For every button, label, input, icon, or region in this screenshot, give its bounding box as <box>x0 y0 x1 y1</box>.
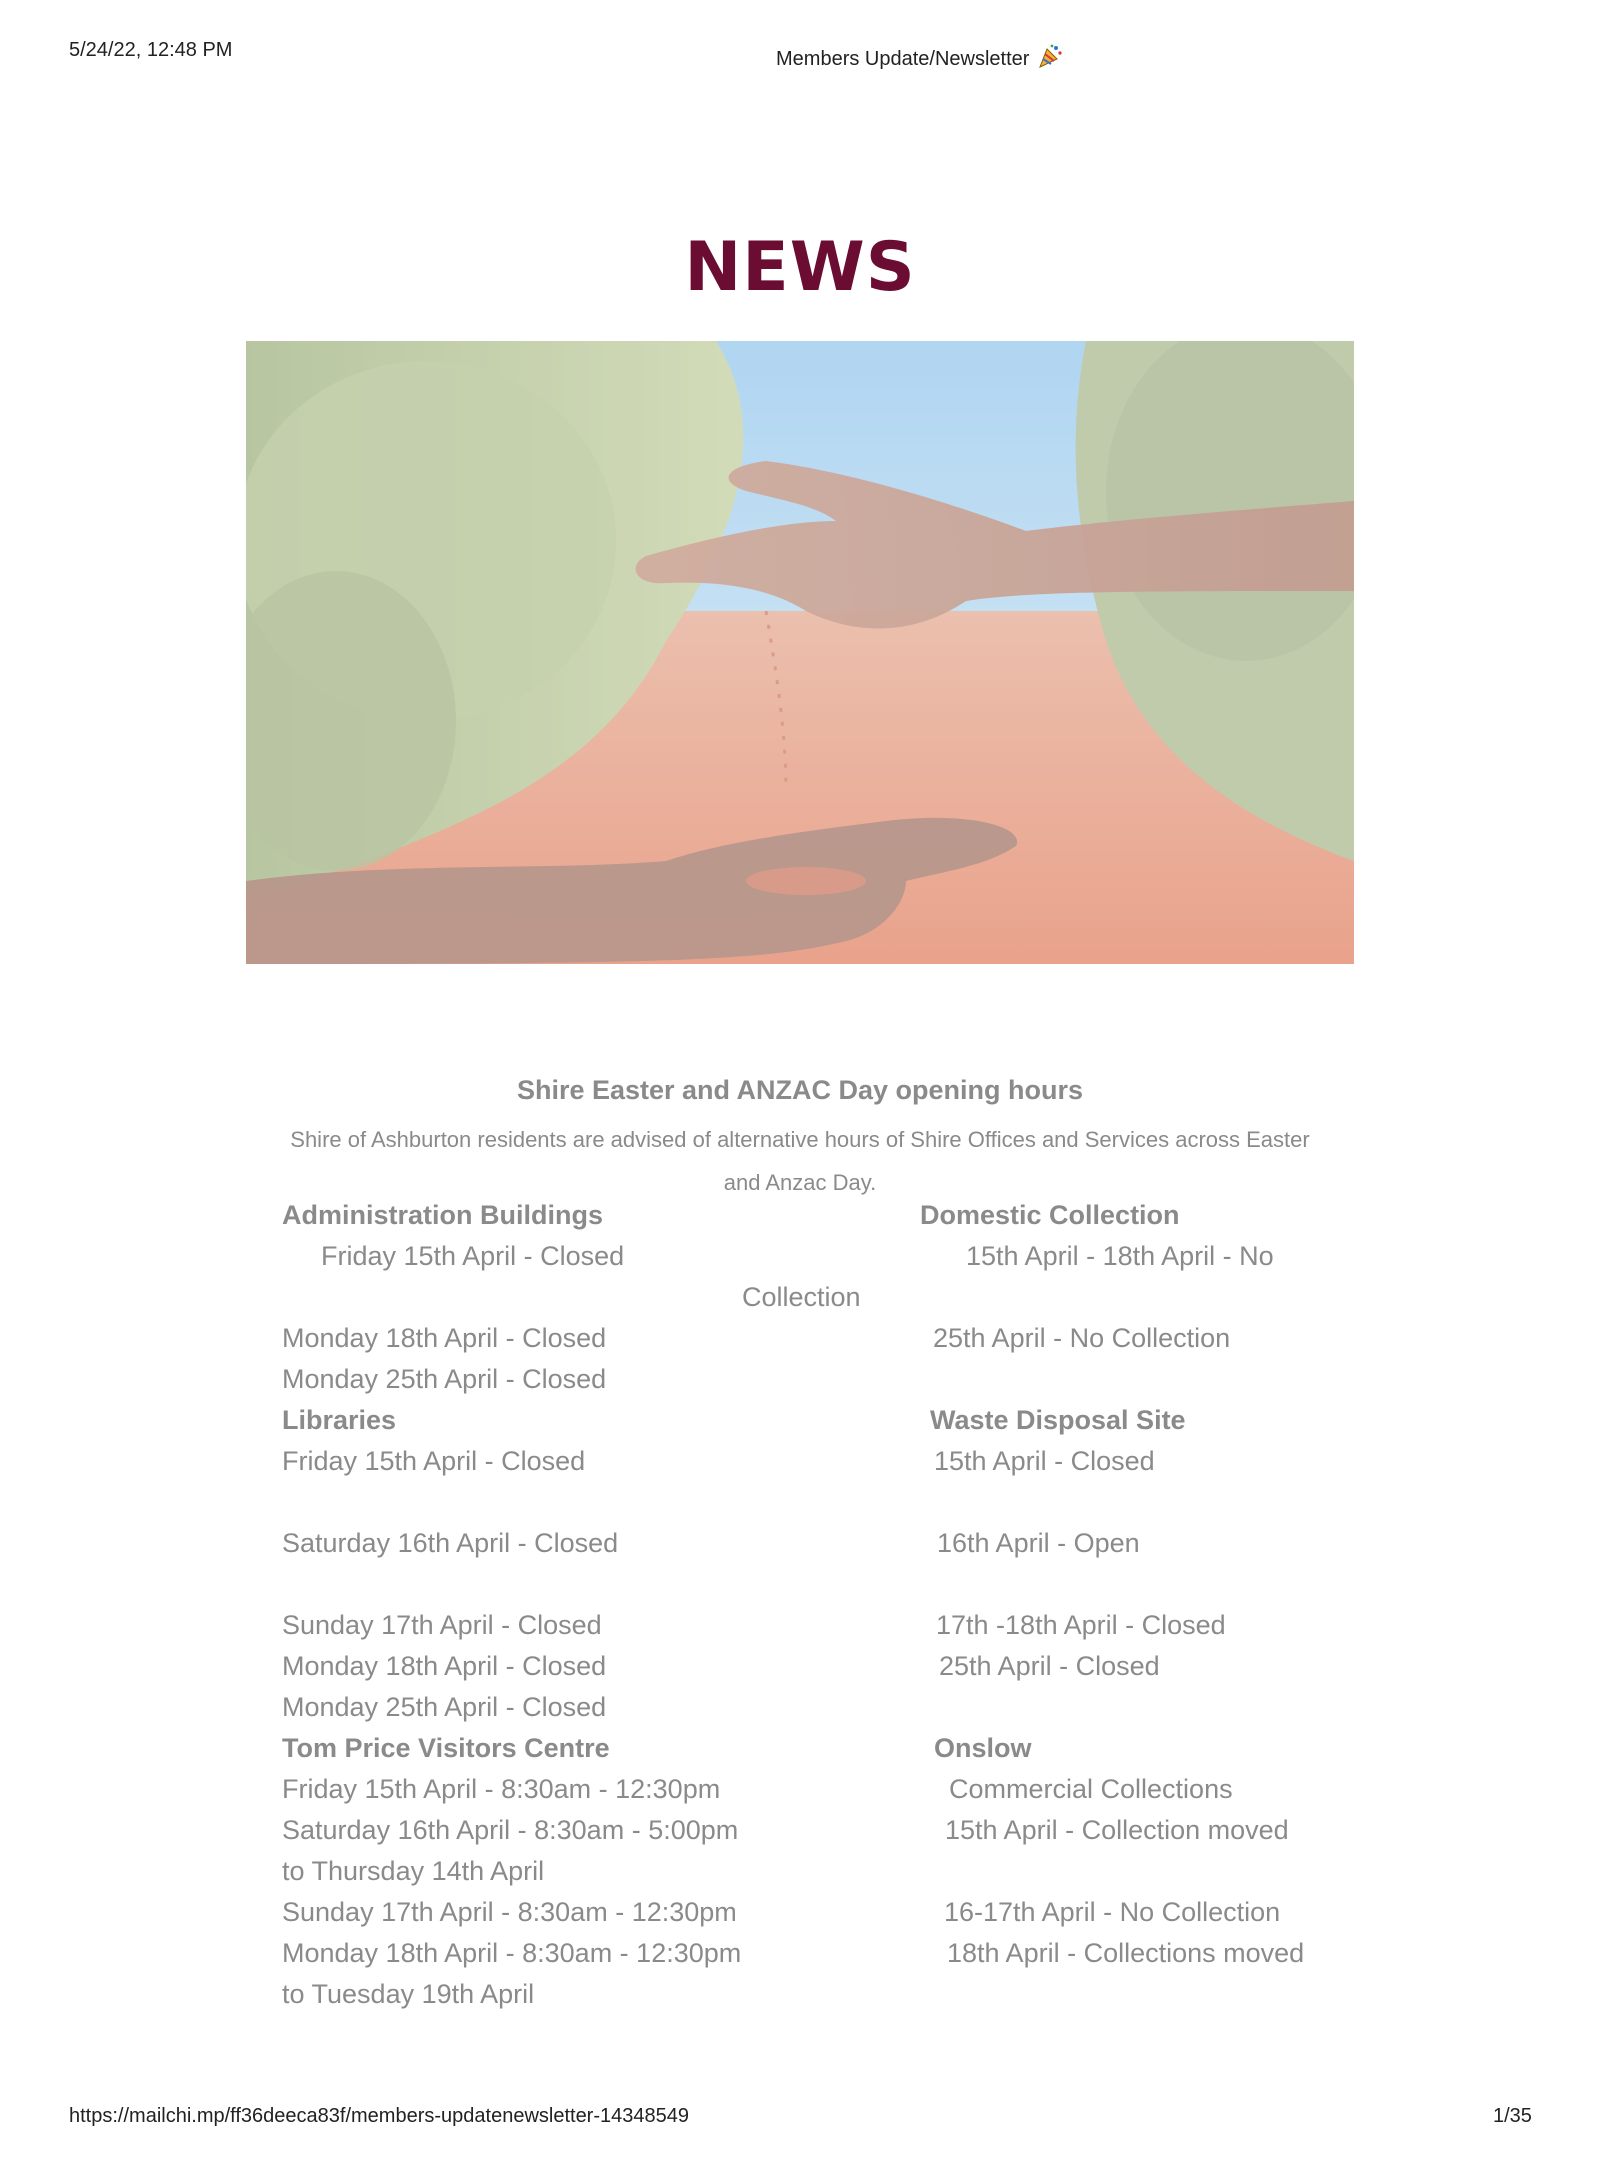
waste-line: 17th -18th April - Closed <box>936 1610 1226 1640</box>
waste-disposal-heading: Waste Disposal Site <box>930 1405 1186 1435</box>
admin-line: Monday 18th April - Closed <box>282 1323 607 1353</box>
domestic-collection-heading: Domestic Collection <box>920 1200 1180 1230</box>
waste-line: 16th April - Open <box>937 1528 1140 1558</box>
visitors-line: Sunday 17th April - 8:30am - 12:30pm <box>282 1897 737 1927</box>
domestic-line: 25th April - No Collection <box>933 1323 1231 1353</box>
visitors-line: to Thursday 14th April <box>282 1856 545 1886</box>
print-datetime: 5/24/22, 12:48 PM <box>69 39 233 61</box>
domestic-line: 15th April - 18th April - No <box>966 1241 1274 1271</box>
admin-line: Monday 25th April - Closed <box>282 1364 607 1394</box>
section-title: Shire Easter and ANZAC Day opening hours <box>516 1075 1084 1105</box>
admin-line: Friday 15th April - Closed <box>321 1241 625 1271</box>
print-title <box>776 43 1063 75</box>
onslow-line: 16-17th April - No Collection <box>944 1897 1281 1927</box>
news-heading: NEWS <box>684 228 916 307</box>
waste-line: 15th April - Closed <box>934 1446 1155 1476</box>
visitors-line: Friday 15th April - 8:30am - 12:30pm <box>282 1774 721 1804</box>
library-line: Monday 25th April - Closed <box>282 1692 607 1722</box>
onslow-line: 18th April - Collections moved <box>947 1938 1305 1968</box>
print-title-text: Members Update/Newsletter <box>776 47 1030 70</box>
waste-line: 25th April - Closed <box>939 1651 1160 1681</box>
library-line: Monday 18th April - Closed <box>282 1651 607 1681</box>
library-line: Friday 15th April - Closed <box>282 1446 586 1476</box>
visitors-line: to Tuesday 19th April <box>282 1979 535 2009</box>
onslow-subheading: Commercial Collections <box>949 1774 1233 1804</box>
visitors-centre-heading: Tom Price Visitors Centre <box>282 1733 610 1763</box>
libraries-heading: Libraries <box>282 1405 397 1435</box>
library-line: Saturday 16th April - Closed <box>282 1528 619 1558</box>
onslow-heading: Onslow <box>934 1733 1032 1763</box>
print-footer-url: https://mailchi.mp/ff36deeca83f/members-updatenewsletter-14348549 <box>69 2105 689 2127</box>
hero-image <box>246 341 1354 964</box>
party-popper-icon <box>1037 43 1063 75</box>
visitors-line: Monday 18th April - 8:30am - 12:30pm <box>282 1938 742 1968</box>
domestic-line-wrap: Collection <box>742 1282 861 1312</box>
section-intro: Shire of Ashburton residents are advised of alternative hours of Shire Offices and Services across Easter and Anzac Day. <box>290 1127 1310 1195</box>
visitors-line: Saturday 16th April - 8:30am - 5:00pm <box>282 1815 739 1845</box>
onslow-line: 15th April - Collection moved <box>945 1815 1289 1845</box>
print-page-number: 1/35 <box>1493 2105 1532 2127</box>
admin-heading: Administration Buildings <box>282 1200 603 1230</box>
library-line: Sunday 17th April - Closed <box>282 1610 602 1640</box>
